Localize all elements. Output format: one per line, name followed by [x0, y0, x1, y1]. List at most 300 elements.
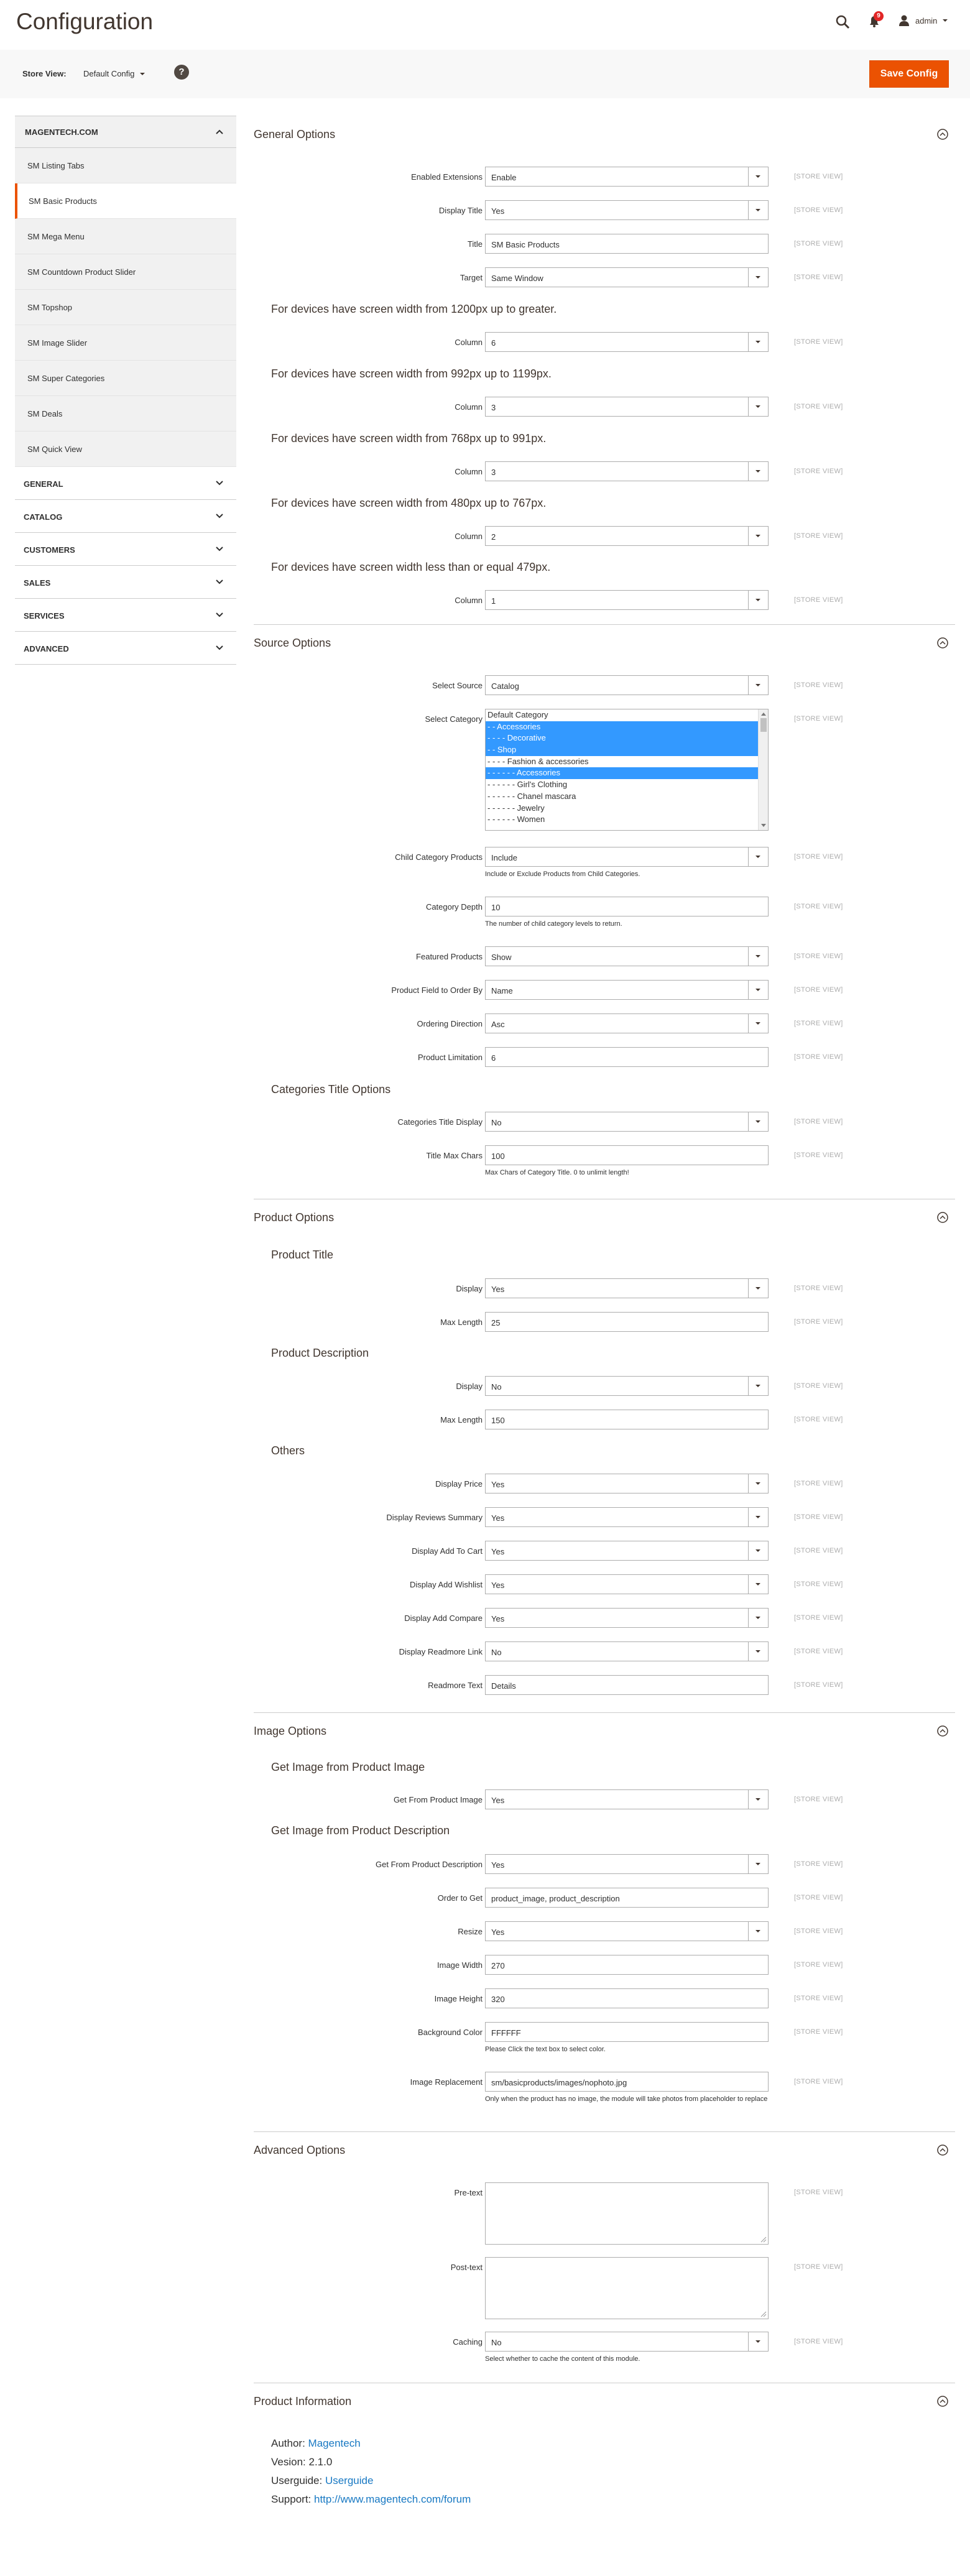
dropdown-arrow-icon [748, 1474, 768, 1493]
chevron-down-icon [215, 644, 224, 652]
title-display-select[interactable] [485, 1278, 769, 1298]
column-select[interactable] [485, 461, 769, 481]
field-image-replacement [254, 2072, 955, 2092]
field-title-max-chars [254, 1145, 955, 1165]
scope-label: [STORE VIEW] [794, 596, 843, 604]
subsection-heading: Others [271, 1444, 305, 1457]
field-label: Display Title [438, 206, 483, 215]
sidebar-group-catalog[interactable] [15, 500, 236, 533]
category-option[interactable]: - - - - Fashion & accessories [487, 756, 589, 766]
field-label: Category Depth [425, 902, 483, 912]
scope-label: [STORE VIEW] [794, 1318, 843, 1326]
scope-label: [STORE VIEW] [794, 1681, 843, 1689]
scope-label: [STORE VIEW] [794, 206, 843, 214]
select-value: Enable [491, 173, 517, 182]
select-value: Yes [491, 1581, 505, 1590]
select-value: 1 [491, 596, 496, 606]
dropdown-arrow-icon [748, 1279, 768, 1298]
scope-label: [STORE VIEW] [794, 1547, 843, 1554]
field-label: Column [455, 402, 483, 412]
field-label: Display [456, 1382, 483, 1391]
field-resize [254, 1921, 955, 1941]
input-value: 100 [491, 1152, 505, 1161]
order-to-get-input[interactable] [485, 1888, 769, 1908]
select-value: Yes [491, 1927, 505, 1937]
dropdown-arrow-icon [748, 333, 768, 351]
scope-label: [STORE VIEW] [794, 532, 843, 540]
field-target [254, 267, 955, 287]
field-child-category [254, 847, 955, 867]
sidebar-item-label: SM Quick View [27, 445, 82, 454]
field-label: Display Add Wishlist [409, 1580, 483, 1589]
collapse-icon[interactable] [936, 1725, 949, 1737]
section-title-advanced[interactable]: Advanced Options [254, 2144, 346, 2156]
page-title: Configuration [16, 9, 154, 34]
input-value: FFFFFF [491, 2028, 521, 2038]
dropdown-arrow-icon [748, 1112, 768, 1131]
scope-label: [STORE VIEW] [794, 1860, 843, 1868]
scope-label: [STORE VIEW] [794, 715, 843, 722]
info-label: Support: [271, 2493, 312, 2505]
sidebar-item-label: SM Listing Tabs [27, 161, 85, 170]
field-label: Post-text [450, 2263, 483, 2272]
scope-label: [STORE VIEW] [794, 1152, 843, 1159]
collapse-icon[interactable] [936, 1211, 949, 1224]
subsection-heading: Get Image from Product Description [271, 1824, 450, 1837]
field-label: Max Length [440, 1415, 483, 1424]
field-display-title [254, 200, 955, 220]
field-label: Max Length [440, 1318, 483, 1327]
column-select[interactable] [485, 590, 769, 610]
select-value: Yes [491, 1860, 505, 1870]
description-max-length-input[interactable] [485, 1410, 769, 1429]
scope-label: [STORE VIEW] [794, 1416, 843, 1423]
field-label: Column [455, 467, 483, 476]
chevron-down-icon [215, 512, 224, 520]
version-value: 2.1.0 [308, 2456, 333, 2468]
dropdown-arrow-icon [748, 1014, 768, 1033]
dropdown-arrow-icon [748, 462, 768, 481]
field-from-product-description [254, 1854, 955, 1874]
select-value: Yes [491, 1547, 505, 1556]
dropdown-arrow-icon [748, 847, 768, 866]
chevron-down-icon [215, 611, 224, 619]
category-option[interactable]: - - - - - - Jewelry [487, 803, 545, 813]
title-max-chars-input[interactable] [485, 1145, 769, 1165]
field-label: Get From Product Image [393, 1795, 483, 1804]
dropdown-arrow-icon [748, 2332, 768, 2351]
display-price-select[interactable] [485, 1474, 769, 1493]
field-note: The number of child category levels to return. [485, 920, 622, 928]
sidebar-item-countdown-slider[interactable] [15, 254, 236, 290]
scope-label: [STORE VIEW] [794, 1581, 843, 1588]
section-title-source[interactable]: Source Options [254, 637, 331, 649]
field-readmore-text [254, 1675, 955, 1695]
category-option[interactable]: - - - - - - Girl's Clothing [487, 780, 568, 790]
select-value: Yes [491, 1796, 505, 1805]
field-column-480 [254, 526, 955, 546]
field-label: Title Max Chars [426, 1151, 483, 1160]
input-value: 320 [491, 1995, 505, 2004]
field-label: Featured Products [416, 952, 483, 961]
collapse-icon[interactable] [936, 637, 949, 649]
field-column-479 [254, 590, 955, 610]
field-label: Display [456, 1284, 483, 1293]
sidebar-group-label: GENERAL [24, 479, 63, 489]
sidebar-group-label: CUSTOMERS [24, 545, 75, 555]
sidebar-item-label: SM Deals [27, 409, 63, 418]
field-label: Resize [458, 1927, 483, 1936]
add-to-cart-select[interactable] [485, 1541, 769, 1561]
dropdown-arrow-icon [748, 397, 768, 416]
category-option[interactable]: - - - - - - Chanel mascara [487, 791, 576, 801]
device-heading: For devices have screen width from 992px up to 1199px. [271, 367, 552, 380]
field-background-color [254, 2022, 955, 2042]
select-value: Yes [491, 1480, 505, 1489]
author-link[interactable]: Magentech [308, 2437, 361, 2449]
sidebar-item-basic-products[interactable] [15, 183, 236, 219]
scope-label: [STORE VIEW] [794, 903, 843, 910]
scope-label: [STORE VIEW] [794, 853, 843, 861]
field-column-768 [254, 461, 955, 481]
select-source-select[interactable] [485, 675, 769, 695]
category-depth-input[interactable] [485, 897, 769, 916]
field-label: Target [460, 273, 483, 282]
dropdown-arrow-icon [748, 1541, 768, 1560]
sidebar-group-label: CATALOG [24, 512, 63, 522]
section-divider [254, 2131, 955, 2132]
field-note: Only when the product has no image, the module will take photos from placeholder to replace [485, 2095, 768, 2103]
from-product-description-select[interactable] [485, 1854, 769, 1874]
dropdown-arrow-icon [748, 1642, 768, 1661]
featured-products-select[interactable] [485, 946, 769, 966]
input-value: 6 [491, 1053, 496, 1063]
select-value: Yes [491, 1513, 505, 1523]
support-link[interactable]: http://www.magentech.com/forum [314, 2493, 471, 2505]
field-label: Column [455, 338, 483, 347]
category-option[interactable]: - - - - - - Women [487, 815, 545, 824]
dropdown-arrow-icon [748, 1377, 768, 1395]
search-icon[interactable] [834, 14, 851, 30]
select-value: Asc [491, 1020, 505, 1029]
field-label: Get From Product Description [376, 1860, 483, 1869]
display-title-select[interactable] [485, 200, 769, 220]
select-category-multiselect[interactable] [485, 709, 769, 831]
field-label: Caching [453, 2337, 483, 2347]
scope-label: [STORE VIEW] [794, 2028, 843, 2036]
scope-label: [STORE VIEW] [794, 1614, 843, 1622]
product-limitation-input[interactable] [485, 1047, 769, 1067]
dropdown-arrow-icon [748, 1855, 768, 1873]
select-value: 3 [491, 403, 496, 412]
chevron-down-icon [215, 545, 224, 553]
field-label: Select Category [425, 714, 483, 724]
save-config-button[interactable]: Save Config [869, 60, 949, 88]
select-value: No [491, 1382, 502, 1392]
section-title-general[interactable]: General Options [254, 128, 336, 141]
image-height-input[interactable] [485, 1988, 769, 2008]
page-header [0, 0, 970, 48]
collapse-icon[interactable] [936, 128, 949, 141]
field-pd-max-length [254, 1410, 955, 1429]
field-label: Enabled Extensions [411, 172, 483, 182]
info-support [271, 2493, 471, 2506]
field-label: Image Replacement [410, 2077, 483, 2087]
info-version [271, 2456, 332, 2468]
sidebar-item-super-categories[interactable] [15, 361, 236, 396]
sidebar-group-label: SERVICES [24, 611, 65, 621]
add-compare-select[interactable] [485, 1608, 769, 1628]
select-value: No [491, 2338, 502, 2347]
dropdown-arrow-icon [748, 1508, 768, 1526]
field-label: Display Price [435, 1479, 483, 1489]
user-icon [898, 14, 910, 27]
sidebar-group-general[interactable] [15, 467, 236, 500]
scrollbar[interactable] [758, 709, 768, 830]
scope-label: [STORE VIEW] [794, 1053, 843, 1061]
caret-down-icon [139, 72, 146, 76]
field-order-by [254, 980, 955, 1000]
scope-label: [STORE VIEW] [794, 953, 843, 960]
scope-label: [STORE VIEW] [794, 1796, 843, 1803]
sidebar-item-mega-menu[interactable] [15, 219, 236, 254]
sidebar-section-magentech[interactable] [15, 116, 236, 148]
scope-label: [STORE VIEW] [794, 1118, 843, 1125]
sidebar-item-topshop[interactable] [15, 290, 236, 325]
dropdown-arrow-icon [748, 1922, 768, 1941]
collapse-icon[interactable] [936, 2395, 949, 2407]
field-label: Title [467, 239, 483, 249]
scope-label: [STORE VIEW] [794, 403, 843, 410]
field-label: Readmore Text [428, 1681, 483, 1690]
userguide-link[interactable]: Userguide [325, 2475, 374, 2486]
dropdown-arrow-icon [748, 268, 768, 287]
user-menu[interactable] [898, 12, 948, 29]
sidebar-group-label: SALES [24, 578, 51, 588]
scope-label: [STORE VIEW] [794, 986, 843, 994]
column-select[interactable] [485, 332, 769, 352]
resize-grip-icon[interactable] [760, 2237, 767, 2243]
field-label: Display Reviews Summary [386, 1513, 483, 1522]
chevron-down-icon [215, 578, 224, 586]
select-value: 2 [491, 532, 496, 542]
field-cat-title-display [254, 1112, 955, 1132]
scope-label: [STORE VIEW] [794, 1020, 843, 1027]
device-heading: For devices have screen width from 1200px up to greater. [271, 303, 557, 315]
dropdown-arrow-icon [748, 1609, 768, 1627]
field-label: Categories Title Display [397, 1117, 483, 1127]
scope-label: [STORE VIEW] [794, 1894, 843, 1901]
select-value: 3 [491, 468, 496, 477]
field-image-height [254, 1988, 955, 2008]
select-value: No [491, 1118, 502, 1127]
sidebar-item-label: SM Mega Menu [27, 232, 85, 241]
select-value: Same Window [491, 274, 543, 283]
field-label: Select Source [432, 681, 483, 690]
image-replacement-input[interactable] [485, 2072, 769, 2092]
user-name: admin [915, 16, 938, 25]
ordering-direction-select[interactable] [485, 1013, 769, 1033]
field-add-wishlist [254, 1574, 955, 1594]
dropdown-arrow-icon [748, 591, 768, 609]
store-view-dropdown[interactable] [83, 69, 146, 78]
subsection-heading: Get Image from Product Image [271, 1761, 425, 1773]
caching-select[interactable] [485, 2332, 769, 2352]
input-value: 150 [491, 1416, 505, 1425]
column-select[interactable] [485, 397, 769, 417]
field-add-compare [254, 1608, 955, 1628]
scope-label: [STORE VIEW] [794, 2189, 843, 2196]
field-column-992 [254, 397, 955, 417]
field-pt-display [254, 1278, 955, 1298]
sidebar-item-image-slider[interactable] [15, 325, 236, 361]
info-label: Author: [271, 2437, 305, 2449]
section-title-info[interactable]: Product Information [254, 2395, 352, 2407]
field-display-price [254, 1474, 955, 1493]
title-max-length-input[interactable] [485, 1312, 769, 1332]
sidebar-group-label: ADVANCED [24, 644, 69, 653]
scope-label: [STORE VIEW] [794, 2338, 843, 2345]
select-value: Catalog [491, 681, 519, 691]
field-label: Display Add Compare [404, 1613, 483, 1623]
child-category-select[interactable] [485, 847, 769, 867]
field-label: Ordering Direction [417, 1019, 483, 1028]
post-text-textarea[interactable] [485, 2257, 769, 2319]
scope-label: [STORE VIEW] [794, 2078, 843, 2085]
sidebar-item-label: SM Super Categories [27, 374, 105, 383]
field-category-depth [254, 897, 955, 916]
dropdown-arrow-icon [748, 527, 768, 545]
resize-select[interactable] [485, 1921, 769, 1941]
scope-label: [STORE VIEW] [794, 2263, 843, 2271]
scope-label: [STORE VIEW] [794, 681, 843, 689]
sidebar-item-label: SM Image Slider [27, 338, 88, 348]
pre-text-textarea[interactable] [485, 2182, 769, 2245]
category-option[interactable]: - - - - - - Accessories [486, 767, 768, 779]
field-label: Background Color [417, 2028, 483, 2037]
select-value: Yes [491, 1285, 505, 1294]
field-ordering-direction [254, 1013, 955, 1033]
field-pd-display [254, 1376, 955, 1396]
scope-label: [STORE VIEW] [794, 1648, 843, 1655]
scope-label: [STORE VIEW] [794, 1961, 843, 1969]
field-title [254, 234, 955, 254]
title-input[interactable] [485, 234, 769, 254]
field-label: Product Field to Order By [391, 986, 483, 995]
field-product-limitation [254, 1047, 955, 1067]
select-value: 6 [491, 338, 496, 348]
chevron-up-icon [215, 127, 224, 136]
resize-grip-icon[interactable] [760, 2311, 767, 2317]
field-readmore-link [254, 1641, 955, 1661]
section-title-product[interactable]: Product Options [254, 1211, 335, 1224]
description-display-select[interactable] [485, 1376, 769, 1396]
field-note: Please Click the text box to select color. [485, 2046, 606, 2053]
category-option[interactable]: - - Accessories [486, 721, 768, 733]
sidebar-item-deals[interactable] [15, 396, 236, 432]
scope-label: [STORE VIEW] [794, 1995, 843, 2002]
device-heading: For devices have screen width less than or equal 479px. [271, 561, 551, 573]
dropdown-arrow-icon [748, 1575, 768, 1594]
from-product-image-select[interactable] [485, 1789, 769, 1809]
field-note: Max Chars of Category Title. 0 to unlimit length! [485, 1169, 629, 1176]
category-option[interactable]: - - - - Decorative [486, 732, 768, 744]
cat-title-display-select[interactable] [485, 1112, 769, 1132]
scope-label: [STORE VIEW] [794, 1927, 843, 1935]
field-pt-max-length [254, 1312, 955, 1332]
background-color-input[interactable] [485, 2022, 769, 2042]
field-column-1200 [254, 332, 955, 352]
readmore-text-input[interactable] [485, 1675, 769, 1695]
input-value: sm/basicproducts/images/nophoto.jpg [491, 2078, 627, 2087]
dropdown-arrow-icon [748, 1790, 768, 1809]
sidebar-group-sales[interactable] [15, 566, 236, 599]
field-label: Display Readmore Link [399, 1647, 483, 1656]
sidebar-item-label: SM Topshop [27, 303, 73, 312]
sidebar-item-listing-tabs[interactable] [15, 148, 236, 183]
scope-label: [STORE VIEW] [794, 1513, 843, 1521]
field-label: Product Limitation [417, 1053, 483, 1062]
sidebar-group-services[interactable] [15, 599, 236, 632]
enabled-extensions-select[interactable] [485, 167, 769, 187]
input-value: Details [491, 1681, 516, 1691]
input-value: 10 [491, 903, 501, 912]
readmore-link-select[interactable] [485, 1641, 769, 1661]
sidebar-item-quick-view[interactable] [15, 432, 236, 467]
notifications-count-badge: 9 [874, 11, 884, 21]
field-label: Display Add To Cart [412, 1546, 483, 1556]
field-enabled-extensions [254, 167, 955, 187]
caret-down-icon [942, 18, 948, 23]
order-by-select[interactable] [485, 980, 769, 1000]
sidebar-item-label: SM Countdown Product Slider [27, 267, 136, 277]
scope-label: [STORE VIEW] [794, 468, 843, 475]
field-label: Pre-text [454, 2188, 483, 2197]
sidebar-group-customers[interactable] [15, 533, 236, 566]
scope-label: [STORE VIEW] [794, 1285, 843, 1292]
help-icon[interactable]: ? [174, 65, 189, 80]
image-width-input[interactable] [485, 1955, 769, 1975]
input-value: 270 [491, 1961, 505, 1970]
select-value: Include [491, 853, 517, 862]
subsection-heading: Product Title [271, 1249, 334, 1261]
input-value: product_image, product_description [491, 1894, 620, 1903]
sidebar-group-advanced[interactable] [15, 632, 236, 665]
dropdown-arrow-icon [748, 201, 768, 219]
dropdown-arrow-icon [748, 947, 768, 966]
field-featured-products [254, 946, 955, 966]
category-option[interactable]: Default Category [487, 710, 548, 719]
add-wishlist-select[interactable] [485, 1574, 769, 1594]
section-title-image[interactable]: Image Options [254, 1725, 327, 1737]
store-view-label: Store View: [22, 69, 67, 78]
sidebar-item-label: SM Basic Products [29, 196, 97, 206]
column-select[interactable] [485, 526, 769, 546]
dropdown-arrow-icon [748, 676, 768, 695]
select-value: No [491, 1648, 502, 1657]
device-heading: For devices have screen width from 768px up to 991px. [271, 432, 547, 445]
config-sidebar [15, 116, 236, 665]
dropdown-arrow-icon [748, 167, 768, 186]
collapse-icon[interactable] [936, 2144, 949, 2156]
sidebar-section-title: MAGENTECH.COM [25, 127, 98, 137]
display-reviews-select[interactable] [485, 1507, 769, 1527]
store-switcher-bar [0, 50, 970, 98]
target-select[interactable] [485, 267, 769, 287]
scope-label: [STORE VIEW] [794, 1382, 843, 1390]
category-option[interactable]: - - Shop [486, 744, 768, 756]
store-view-value: Default Config [83, 69, 135, 78]
